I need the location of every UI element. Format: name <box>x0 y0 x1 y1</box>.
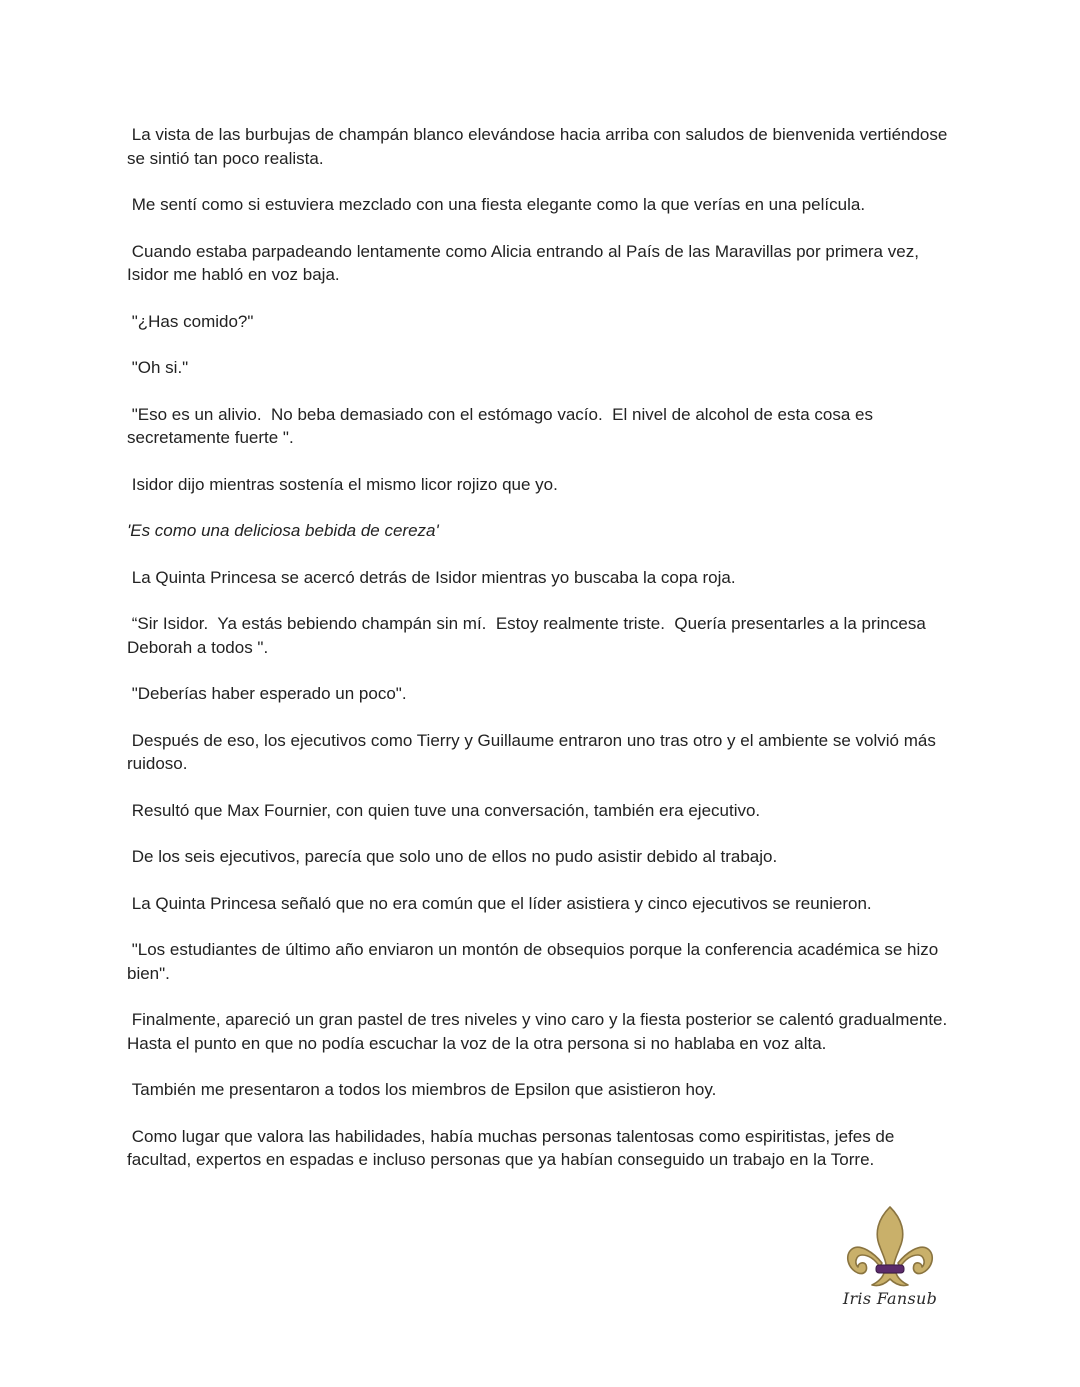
document-page <box>127 123 962 1195</box>
paragraph: La Quinta Princesa señaló que no era común que el líder asistiera y cinco ejecutivos se reunieron. <box>127 893 872 913</box>
paragraph: "Los estudiantes de último año enviaron un montón de obsequios porque la conferencia académica se hizo bien". <box>127 940 943 983</box>
paragraph: Isidor dijo mientras sostenía el mismo licor rojizo que yo. <box>127 474 558 494</box>
paragraph: También me presentaron a todos los miembros de Epsilon que asistieron hoy. <box>127 1080 717 1099</box>
paragraph: La vista de las burbujas de champán blanco elevándose hacia arriba con saludos de bienvenida vertiéndose se sintió tan poco realista. <box>127 125 953 168</box>
paragraph: Después de eso, los ejecutivos como Tierry y Guillaume entraron uno tras otro y el ambiente se volvió más ruidoso. <box>127 730 941 773</box>
paragraph: “Sir Isidor. Ya estás bebiendo champán sin mí. Estoy realmente triste. Quería presentarles a la princesa Deborah a todos ". <box>127 614 931 657</box>
watermark-logo <box>838 1203 942 1313</box>
paragraph: "¿Has comido?" <box>127 311 254 331</box>
paragraph: Me sentí como si estuviera mezclado con una fiesta elegante como la que verías en una película. <box>127 195 866 214</box>
paragraph: De los seis ejecutivos, parecía que solo uno de ellos no pudo asistir debido al trabajo. <box>127 847 778 866</box>
italic-paragraph: 'Es como una deliciosa bebida de cereza' <box>127 521 439 540</box>
paragraph: "Deberías haber esperado un poco". <box>127 684 407 703</box>
paragraph: "Oh si." <box>127 358 189 377</box>
paragraph: Finalmente, apareció un gran pastel de tres niveles y vino caro y la fiesta posterior se calentó gradualmente. Hasta el punto en que no podía escuchar la voz de la otra persona si no hablaba en voz alta. <box>127 1010 957 1053</box>
paragraph: "Eso es un alivio. No beba demasiado con el estómago vacío. El nivel de alcohol de esta cosa es secretamente fuerte ". <box>127 404 878 447</box>
paragraph: La Quinta Princesa se acercó detrás de Isidor mientras yo buscaba la copa roja. <box>127 567 736 587</box>
watermark-text: Iris Fansub <box>842 1289 938 1308</box>
fleur-de-lis-icon <box>844 1203 936 1291</box>
paragraph: Como lugar que valora las habilidades, había muchas personas talentosas como espiritistas, jefes de facultad, expertos en espadas e incluso personas que ya habían conseguido un trabajo en la Torre. <box>127 1126 900 1169</box>
paragraph: Cuando estaba parpadeando lentamente como Alicia entrando al País de las Maravillas por primera vez, Isidor me habló en voz baja. <box>127 241 924 284</box>
paragraph: Resultó que Max Fournier, con quien tuve una conversación, también era ejecutivo. <box>127 800 761 820</box>
